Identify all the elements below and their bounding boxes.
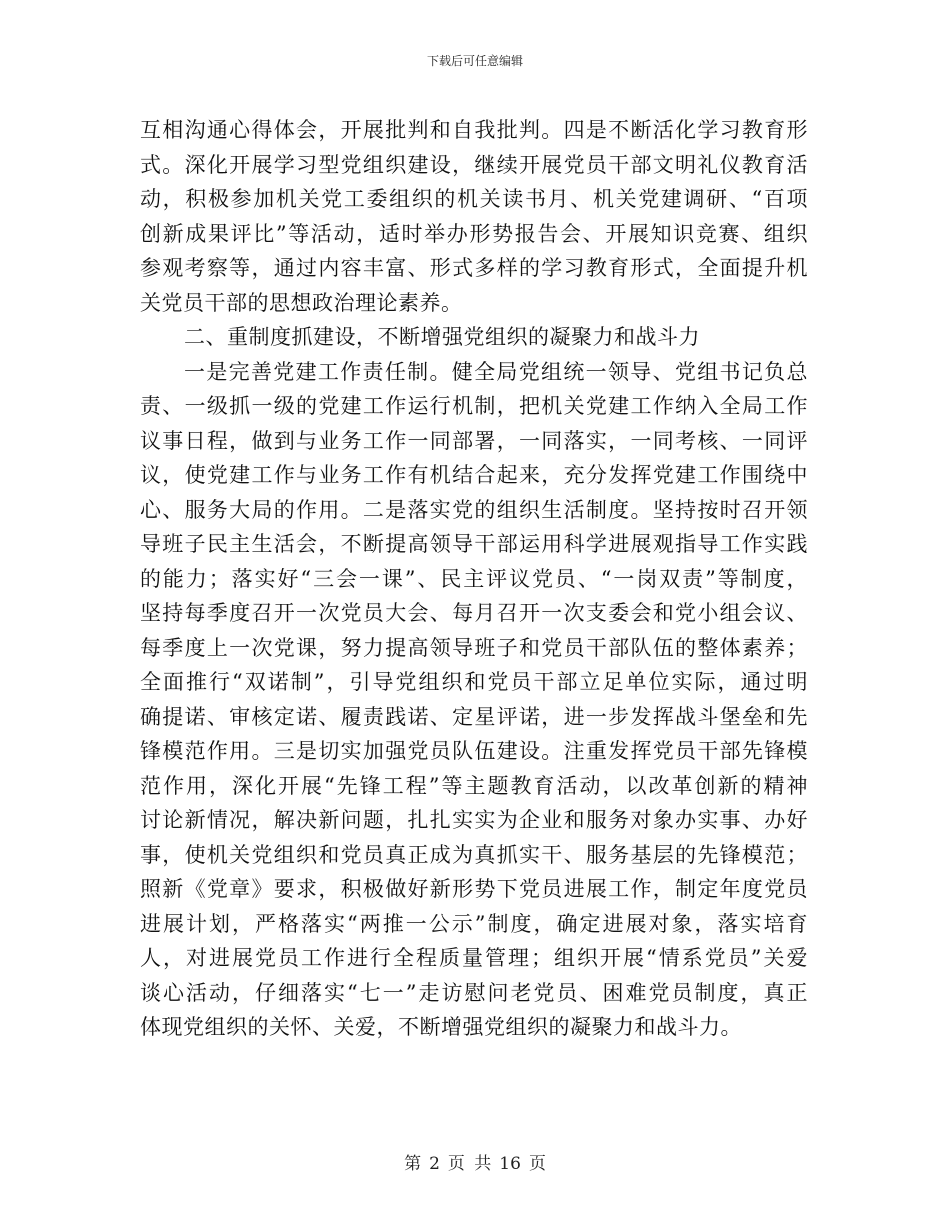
footer-middle: 页 共 xyxy=(447,1154,492,1174)
text-line: 范作用，深化开展“先锋工程”等主题教育活动，以改革创新的精神 xyxy=(140,773,808,798)
text-line: 事，使机关党组织和党员真正成为真抓实干、服务基层的先锋模范； xyxy=(140,842,808,867)
footer-total-pages: 16 xyxy=(499,1154,521,1174)
document-body xyxy=(140,113,808,1045)
text-line: 议，使党建工作与业务工作有机结合起来，充分发挥党建工作围绕中 xyxy=(140,463,808,487)
text-line: 锋模范作用。三是切实加强党员队伍建设。注重发挥党员干部先锋模 xyxy=(140,739,808,763)
text-line: 体现党组织的关怀、关爱，不断增强党组织的凝聚力和战斗力。 xyxy=(140,1015,742,1039)
footer-prefix: 第 xyxy=(404,1154,422,1174)
text-line: 每季度上一次党课，努力提高领导班子和党员干部队伍的整体素养； xyxy=(140,635,808,660)
paragraph-1 xyxy=(140,113,808,320)
text-line: 一是完善党建工作责任制。健全局党组统一领导、党组书记负总 xyxy=(184,359,808,384)
footer-suffix: 页 xyxy=(528,1154,546,1174)
text-line: 确提诺、审核定诺、履责践诺、定星评诺，进一步发挥战斗堡垒和先 xyxy=(140,704,808,729)
text-line: 议事日程，做到与业务工作一同部署，一同落实，一同考核、一同评 xyxy=(140,428,808,453)
text-line: 谈心活动，仔细落实“七一”走访慰问老党员、困难党员制度，真正 xyxy=(140,980,808,1005)
page-header: 下载后可任意编辑 xyxy=(426,54,523,68)
text-line: 讨论新情况，解决新问题，扎扎实实为企业和服务对象办实事、办好 xyxy=(140,808,808,832)
text-line: 照新《党章》要求，积极做好新形势下党员进展工作，制定年度党员 xyxy=(140,877,808,901)
text-line: 创新成果评比”等活动，适时举办形势报告会、开展知识竞赛、组织 xyxy=(140,221,808,246)
text-line: 人，对进展党员工作进行全程质量管理；组织开展“情系党员”关爱 xyxy=(140,946,808,970)
text-line: 导班子民主生活会，不断提高领导干部运用科学进展观指导工作实践 xyxy=(140,532,808,556)
text-line: 坚持每季度召开一次党员大会、每月召开一次支委会和党小组会议、 xyxy=(140,601,808,625)
text-line: 心、服务大局的作用。二是落实党的组织生活制度。坚持按时召开领 xyxy=(140,497,808,522)
text-line: 全面推行“双诺制”，引导党组织和党员干部立足单位实际，通过明 xyxy=(140,670,808,694)
text-line: 进展计划，严格落实“两推一公示”制度，确定进展对象，落实培育 xyxy=(140,911,808,936)
section-heading xyxy=(140,320,808,355)
page-footer xyxy=(0,1153,950,1175)
heading-text: 二、重制度抓建设，不断增强党组织的凝聚力和战斗力 xyxy=(184,325,700,349)
paragraph-3 xyxy=(140,355,808,1045)
text-line: 参观考察等，通过内容丰富、形式多样的学习教育形式，全面提升机 xyxy=(140,256,808,280)
text-line: 式。深化开展学习型党组织建设，继续开展党员干部文明礼仪教育活 xyxy=(140,152,808,177)
text-line: 关党员干部的思想政治理论素养。 xyxy=(140,290,463,315)
footer-page-number: 2 xyxy=(429,1154,440,1174)
text-line: 责、一级抓一级的党建工作运行机制，把机关党建工作纳入全局工作 xyxy=(140,394,808,418)
text-line: 互相沟通心得体会，开展批判和自我批判。四是不断活化学习教育形 xyxy=(140,118,808,142)
text-line: 动，积极参加机关党工委组织的机关读书月、机关党建调研、“百项 xyxy=(140,187,808,211)
text-line: 的能力；落实好“三会一课”、民主评议党员、“一岗双责”等制度， xyxy=(140,566,808,591)
